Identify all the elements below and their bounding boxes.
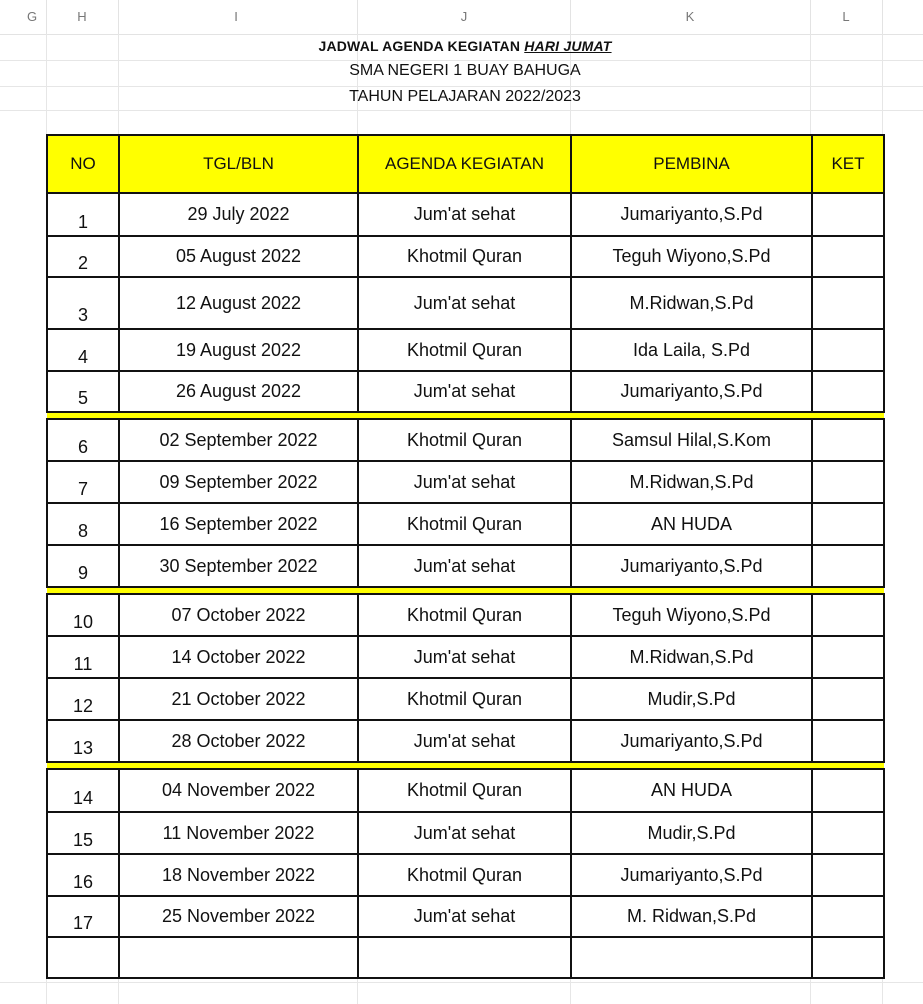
cell-agenda[interactable]: Khotmil Quran bbox=[358, 678, 571, 720]
cell-date[interactable]: 30 September 2022 bbox=[119, 545, 358, 587]
cell-ket[interactable] bbox=[812, 419, 884, 461]
gridline bbox=[0, 110, 923, 111]
cell-agenda[interactable] bbox=[358, 937, 571, 978]
table-row bbox=[47, 419, 884, 461]
cell-ket[interactable] bbox=[812, 937, 884, 978]
cell-ket[interactable] bbox=[812, 854, 884, 896]
cell-agenda[interactable]: Jum'at sehat bbox=[358, 812, 571, 854]
table-row bbox=[47, 503, 884, 545]
cell-no[interactable]: 14 bbox=[47, 769, 119, 812]
cell-pembina[interactable] bbox=[571, 937, 812, 978]
cell-no[interactable]: 3 bbox=[47, 277, 119, 329]
cell-pembina[interactable]: Teguh Wiyono,S.Pd bbox=[571, 236, 812, 277]
cell-ket[interactable] bbox=[812, 503, 884, 545]
column-divider[interactable] bbox=[810, 0, 811, 34]
column-letter-j[interactable]: J bbox=[460, 9, 468, 24]
table-row bbox=[47, 277, 884, 329]
cell-no[interactable]: 17 bbox=[47, 896, 119, 937]
cell-ket[interactable] bbox=[812, 371, 884, 412]
cell-no[interactable]: 12 bbox=[47, 678, 119, 720]
cell-date[interactable]: 05 August 2022 bbox=[119, 236, 358, 277]
column-letter-g[interactable]: G bbox=[26, 9, 38, 24]
table-row bbox=[47, 236, 884, 277]
cell-date[interactable]: 12 August 2022 bbox=[119, 277, 358, 329]
table-header-row bbox=[47, 135, 884, 193]
separator-band bbox=[47, 412, 884, 419]
table-row bbox=[47, 461, 884, 503]
cell-ket[interactable] bbox=[812, 277, 884, 329]
cell-pembina[interactable]: AN HUDA bbox=[571, 503, 812, 545]
cell-no[interactable]: 2 bbox=[47, 236, 119, 277]
cell-pembina[interactable]: M. Ridwan,S.Pd bbox=[571, 896, 812, 937]
month-separator bbox=[47, 762, 884, 769]
column-letter-i[interactable]: I bbox=[234, 9, 238, 24]
cell-date[interactable]: 09 September 2022 bbox=[119, 461, 358, 503]
cell-no[interactable]: 1 bbox=[47, 193, 119, 236]
cell-agenda[interactable]: Khotmil Quran bbox=[358, 854, 571, 896]
cell-ket[interactable] bbox=[812, 329, 884, 371]
column-divider[interactable] bbox=[46, 0, 47, 34]
table-row bbox=[47, 545, 884, 587]
cell-date[interactable]: 21 October 2022 bbox=[119, 678, 358, 720]
cell-date[interactable]: 25 November 2022 bbox=[119, 896, 358, 937]
cell-date[interactable]: 07 October 2022 bbox=[119, 594, 358, 636]
table-row bbox=[47, 854, 884, 896]
cell-pembina[interactable]: Ida Laila, S.Pd bbox=[571, 329, 812, 371]
column-header-bar bbox=[0, 0, 923, 35]
cell-agenda[interactable]: Jum'at sehat bbox=[358, 545, 571, 587]
cell-ket[interactable] bbox=[812, 720, 884, 762]
table-row bbox=[47, 193, 884, 236]
cell-no[interactable]: 6 bbox=[47, 419, 119, 461]
cell-date[interactable]: 11 November 2022 bbox=[119, 812, 358, 854]
table-row bbox=[47, 720, 884, 762]
cell-date[interactable]: 18 November 2022 bbox=[119, 854, 358, 896]
cell-agenda[interactable]: Khotmil Quran bbox=[358, 419, 571, 461]
table-body bbox=[47, 193, 884, 978]
cell-no[interactable]: 4 bbox=[47, 329, 119, 371]
cell-agenda[interactable]: Khotmil Quran bbox=[358, 236, 571, 277]
cell-ket[interactable] bbox=[812, 812, 884, 854]
cell-pembina[interactable]: AN HUDA bbox=[571, 769, 812, 812]
cell-no[interactable]: 11 bbox=[47, 636, 119, 678]
cell-agenda[interactable]: Khotmil Quran bbox=[358, 503, 571, 545]
table-row bbox=[47, 937, 884, 978]
cell-agenda[interactable]: Khotmil Quran bbox=[358, 594, 571, 636]
cell-date[interactable]: 16 September 2022 bbox=[119, 503, 358, 545]
separator-band bbox=[47, 762, 884, 769]
cell-no[interactable]: 5 bbox=[47, 371, 119, 412]
table-row bbox=[47, 329, 884, 371]
cell-pembina[interactable]: M.Ridwan,S.Pd bbox=[571, 636, 812, 678]
cell-pembina[interactable]: Jumariyanto,S.Pd bbox=[571, 193, 812, 236]
header-no[interactable]: NO bbox=[47, 135, 119, 193]
cell-no[interactable]: 10 bbox=[47, 594, 119, 636]
cell-date[interactable]: 04 November 2022 bbox=[119, 769, 358, 812]
gridline bbox=[0, 982, 923, 983]
gridline bbox=[0, 86, 923, 87]
table-row bbox=[47, 896, 884, 937]
cell-no[interactable]: 15 bbox=[47, 812, 119, 854]
cell-no[interactable]: 9 bbox=[47, 545, 119, 587]
schedule-title-prefix: JADWAL AGENDA KEGIATAN bbox=[318, 38, 525, 54]
cell-agenda[interactable]: Jum'at sehat bbox=[358, 720, 571, 762]
cell-pembina[interactable]: Jumariyanto,S.Pd bbox=[571, 720, 812, 762]
cell-ket[interactable] bbox=[812, 545, 884, 587]
column-divider[interactable] bbox=[118, 0, 119, 34]
cell-ket[interactable] bbox=[812, 678, 884, 720]
cell-agenda[interactable]: Khotmil Quran bbox=[358, 329, 571, 371]
column-letter-h[interactable]: H bbox=[77, 9, 87, 24]
header-pembina[interactable]: PEMBINA bbox=[571, 135, 812, 193]
cell-date[interactable]: 26 August 2022 bbox=[119, 371, 358, 412]
academic-year: TAHUN PELAJARAN 2022/2023 bbox=[349, 88, 581, 105]
column-divider[interactable] bbox=[882, 0, 883, 34]
gridline bbox=[0, 60, 923, 61]
month-separator bbox=[47, 587, 884, 594]
cell-agenda[interactable]: Jum'at sehat bbox=[358, 896, 571, 937]
header-ket[interactable]: KET bbox=[812, 135, 884, 193]
cell-no[interactable]: 16 bbox=[47, 854, 119, 896]
cell-no[interactable]: 7 bbox=[47, 461, 119, 503]
table-row bbox=[47, 769, 884, 812]
table-row bbox=[47, 636, 884, 678]
cell-date[interactable]: 02 September 2022 bbox=[119, 419, 358, 461]
cell-agenda[interactable]: Jum'at sehat bbox=[358, 277, 571, 329]
cell-no[interactable] bbox=[47, 937, 119, 978]
cell-pembina[interactable]: Jumariyanto,S.Pd bbox=[571, 371, 812, 412]
cell-pembina[interactable]: M.Ridwan,S.Pd bbox=[571, 461, 812, 503]
separator-band bbox=[47, 587, 884, 594]
cell-ket[interactable] bbox=[812, 896, 884, 937]
column-divider[interactable] bbox=[570, 0, 571, 34]
cell-agenda[interactable]: Khotmil Quran bbox=[358, 769, 571, 812]
cell-pembina[interactable]: Samsul Hilal,S.Kom bbox=[571, 419, 812, 461]
column-letter-k[interactable]: K bbox=[685, 9, 695, 24]
schedule-title bbox=[120, 38, 810, 54]
table-row bbox=[47, 594, 884, 636]
column-divider[interactable] bbox=[357, 0, 358, 34]
cell-pembina[interactable]: Teguh Wiyono,S.Pd bbox=[571, 594, 812, 636]
table-row bbox=[47, 678, 884, 720]
cell-date[interactable]: 19 August 2022 bbox=[119, 329, 358, 371]
header-date[interactable]: TGL/BLN bbox=[119, 135, 358, 193]
cell-date[interactable]: 28 October 2022 bbox=[119, 720, 358, 762]
schedule-title-emphasis: HARI JUMAT bbox=[524, 38, 612, 54]
cell-date[interactable]: 29 July 2022 bbox=[119, 193, 358, 236]
cell-ket[interactable] bbox=[812, 236, 884, 277]
cell-pembina[interactable]: Jumariyanto,S.Pd bbox=[571, 545, 812, 587]
cell-pembina[interactable]: Jumariyanto,S.Pd bbox=[571, 854, 812, 896]
cell-ket[interactable] bbox=[812, 461, 884, 503]
cell-date[interactable]: 14 October 2022 bbox=[119, 636, 358, 678]
cell-agenda[interactable]: Jum'at sehat bbox=[358, 636, 571, 678]
cell-no[interactable]: 13 bbox=[47, 720, 119, 762]
agenda-table bbox=[46, 134, 885, 979]
cell-ket[interactable] bbox=[812, 594, 884, 636]
school-name: SMA NEGERI 1 BUAY BAHUGA bbox=[349, 62, 581, 79]
cell-pembina[interactable]: Mudir,S.Pd bbox=[571, 812, 812, 854]
cell-ket[interactable] bbox=[812, 636, 884, 678]
month-separator bbox=[47, 412, 884, 419]
cell-agenda[interactable]: Jum'at sehat bbox=[358, 461, 571, 503]
cell-no[interactable]: 8 bbox=[47, 503, 119, 545]
header-agenda[interactable]: AGENDA KEGIATAN bbox=[358, 135, 571, 193]
column-letter-l[interactable]: L bbox=[842, 9, 850, 24]
cell-ket[interactable] bbox=[812, 769, 884, 812]
cell-pembina[interactable]: Mudir,S.Pd bbox=[571, 678, 812, 720]
table-row bbox=[47, 371, 884, 412]
cell-date[interactable] bbox=[119, 937, 358, 978]
cell-pembina[interactable]: M.Ridwan,S.Pd bbox=[571, 277, 812, 329]
table-row bbox=[47, 812, 884, 854]
cell-ket[interactable] bbox=[812, 193, 884, 236]
cell-agenda[interactable]: Jum'at sehat bbox=[358, 371, 571, 412]
cell-agenda[interactable]: Jum'at sehat bbox=[358, 193, 571, 236]
